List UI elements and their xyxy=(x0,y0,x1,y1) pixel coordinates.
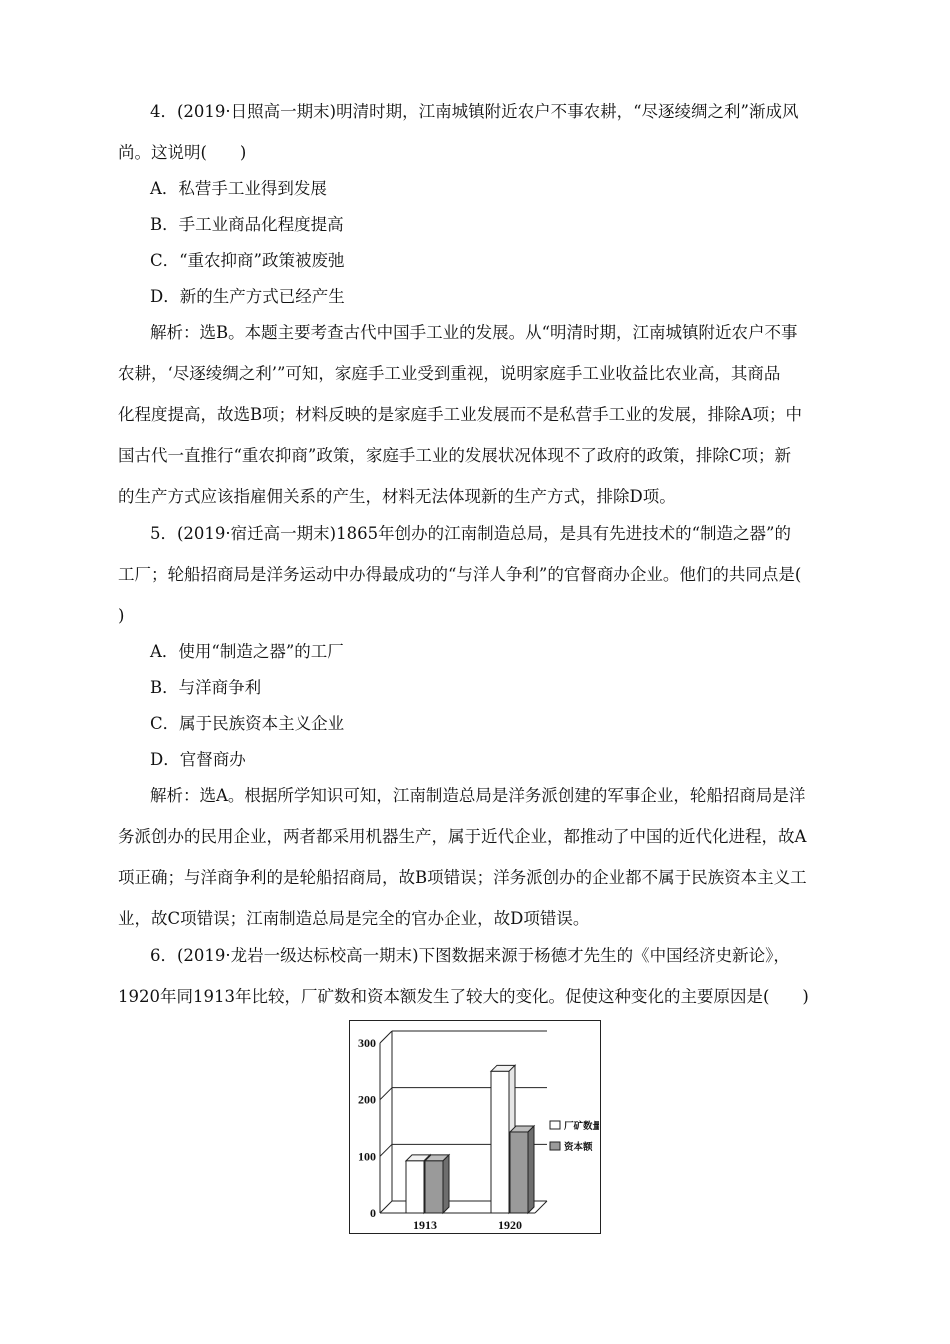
q4-stem-line-2: 尚。这说明( ) xyxy=(118,143,247,162)
q5-option-c: C．属于民族资本主义企业 xyxy=(150,714,345,733)
legend-swatch xyxy=(550,1142,560,1150)
q6-stem-line-2: 1920年同1913年比较，厂矿数和资本额发生了较大的变化。促使这种变化的主要原因是( ) xyxy=(118,987,809,1006)
y-tick-label: 200 xyxy=(358,1092,376,1107)
q4-stem-line-1: 4．(2019·日照高一期末)明清时期，江南城镇附近农户不事农耕，“尽逐绫绸之利”渐成风 xyxy=(150,102,799,121)
q5-analysis-line-2: 务派创办的民用企业，两者都采用机器生产，属于近代企业，都推动了中国的近代化进程，故A xyxy=(118,827,807,846)
y-tick-label: 0 xyxy=(370,1206,376,1220)
q4-analysis-line-1: 解析：选B。本题主要考查古代中国手工业的发展。从“明清时期，江南城镇附近农户不事 xyxy=(150,323,798,342)
bar-side-1920-1 xyxy=(528,1126,534,1213)
legend-label: 厂矿数量 xyxy=(564,1122,599,1132)
legend-label: 资本额 xyxy=(564,1143,593,1153)
q4-option-c: C．“重农抑商”政策被废弛 xyxy=(150,251,345,270)
bar-chart-frame xyxy=(349,1020,601,1234)
q5-option-a: A．使用“制造之器”的工厂 xyxy=(150,642,344,661)
q5-stem-line-2: 工厂；轮船招商局是洋务运动中办得最成功的“与洋人争利”的官督商办企业。他们的共同点是( xyxy=(118,565,802,584)
q4-option-d: D．新的生产方式已经产生 xyxy=(150,287,345,306)
x-tick-label: 1920 xyxy=(498,1218,522,1232)
q5-analysis-line-1: 解析：选A。根据所学知识可知，江南制造总局是洋务派创建的军事企业，轮船招商局是洋 xyxy=(150,786,806,805)
gridline-diagonal xyxy=(380,1144,392,1156)
q5-analysis-line-4: 业，故C项错误；江南制造总局是完全的官办企业，故D项错误。 xyxy=(118,909,590,928)
q5-stem-line-1: 5．(2019·宿迁高一期末)1865年创办的江南制造总局，是具有先进技术的“制造之器”的 xyxy=(150,524,791,543)
q4-analysis-line-2: 农耕，‘尽逐绫绸之利’”可知，家庭手工业受到重视，说明家庭手工业收益比农业高，其商品 xyxy=(118,364,781,383)
bar-side-1913-1 xyxy=(443,1155,449,1213)
q5-option-d: D．官督商办 xyxy=(150,750,246,769)
bar-1920-1 xyxy=(510,1132,528,1213)
q6-stem-line-1: 6．(2019·龙岩一级达标校高一期末)下图数据来源于杨德才先生的《中国经济史新论》， xyxy=(150,946,790,965)
gridline-diagonal xyxy=(380,1201,392,1213)
q4-option-b: B．手工业商品化程度提高 xyxy=(150,215,344,234)
q5-option-b: B．与洋商争利 xyxy=(150,678,262,697)
bar-1920-0 xyxy=(491,1071,509,1213)
gridline-diagonal xyxy=(380,1031,392,1043)
bar-1913-1 xyxy=(425,1161,443,1213)
bar-1913-0 xyxy=(406,1161,424,1213)
gridline-diagonal xyxy=(380,1088,392,1100)
y-tick-label: 100 xyxy=(358,1149,376,1164)
q4-analysis-line-4: 国古代一直推行“重农抑商”政策，家庭手工业的发展状况体现不了政府的政策，排除C项；新 xyxy=(118,446,791,465)
x-tick-label: 1913 xyxy=(413,1218,437,1232)
q5-analysis-line-3: 项正确；与洋商争利的是轮船招商局，故B项错误；洋务派创办的企业都不属于民族资本主义工 xyxy=(118,868,807,887)
legend-swatch xyxy=(550,1121,560,1129)
q4-analysis-line-3: 化程度提高，故选B项；材料反映的是家庭手工业发展而不是私营手工业的发展，排除A项；中 xyxy=(118,405,803,424)
q4-analysis-line-5: 的生产方式应该指雇佣关系的产生，材料无法体现新的生产方式，排除D项。 xyxy=(118,487,676,506)
q5-stem-line-3: ) xyxy=(118,606,125,625)
floor-edge xyxy=(535,1201,547,1213)
bar-chart xyxy=(350,1021,599,1232)
q4-option-a: A．私营手工业得到发展 xyxy=(150,179,327,198)
y-tick-label: 300 xyxy=(358,1036,376,1050)
